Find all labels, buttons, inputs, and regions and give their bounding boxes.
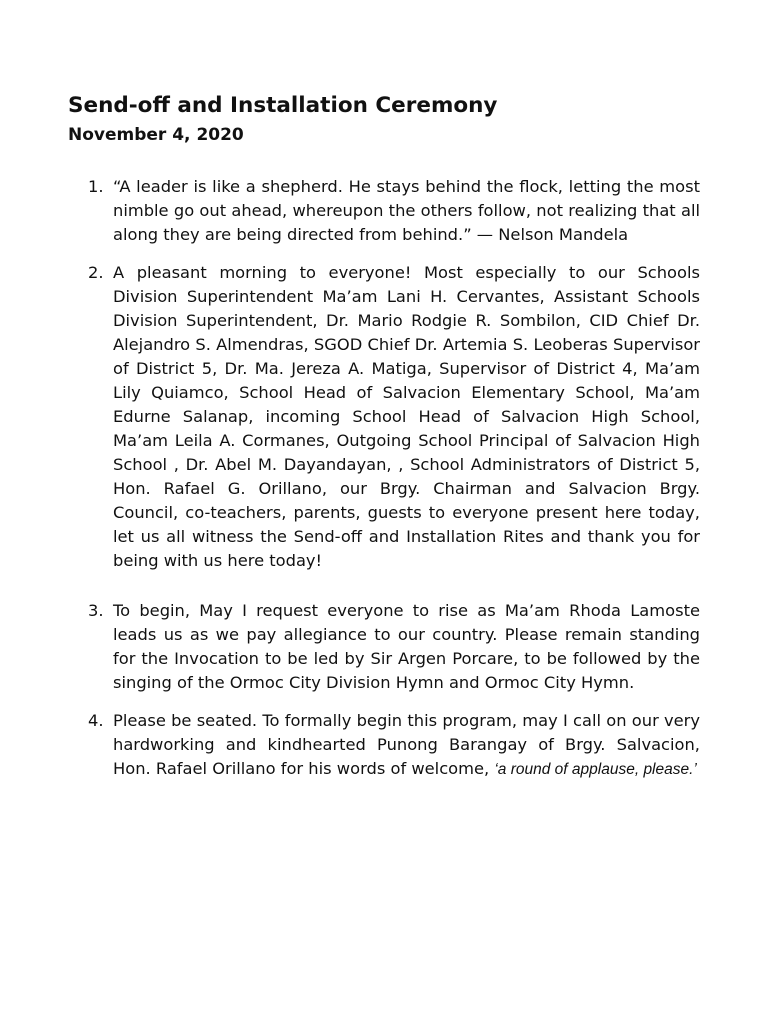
list-item-number: 4. xyxy=(88,711,104,730)
list-item xyxy=(68,709,700,782)
list-item-number: 2. xyxy=(88,263,104,282)
list-item xyxy=(68,599,700,695)
list-item-number: 1. xyxy=(88,177,104,196)
list-item-text: To begin, May I request everyone to rise as Ma’am Rhoda Lamoste leads us as we pay allegiance to our country. Please remain standing for the Invocation to be led by Sir Argen Porcare, to be followed by the singing of the Ormoc City Division Hymn and Ormoc City Hymn. xyxy=(113,601,700,692)
list-item-number: 3. xyxy=(88,601,104,620)
list-item-text: Please be seated. To formally begin this program, may I call on our very hardworking and kindhearted Punong Barangay of Brgy. Salvacion, Hon. Rafael Orillano for his words of welcome, xyxy=(113,711,700,778)
document-date: November 4, 2020 xyxy=(68,125,244,145)
list-item-text: “A leader is like a shepherd. He stays behind the flock, letting the most nimble go out ahead, whereupon the others follow, not realizing that all along they are being directed from behind.” — Nelson Mandela xyxy=(113,177,700,244)
document-page xyxy=(68,92,700,782)
list-item xyxy=(68,261,700,573)
program-list xyxy=(68,175,700,782)
list-item-text: A pleasant morning to everyone! Most especially to our Schools Division Superintendent Ma’am Lani H. Cervantes, Assistant Schools Division Superintendent, Dr. Mario Rodgie R. Sombilon, CID Chief Dr. Alejandro S. Almendras, SGOD Chief Dr. Artemia S. Leoberas Supervisor of District 5, Dr. Ma. Jereza A. Matiga, Supervisor of District 4, Ma’am Lily Quiamco, School Head of Salvacion Elementary School, Ma’am Edurne Salanap, incoming School Head of Salvacion High School, Ma’am Leila A. Cormanes, Outgoing School Principal of Salvacion High School , Dr. Abel M. Dayandayan, , School Administrators of District 5, Hon. Rafael G. Orillano, our Brgy. Chairman and Salvacion Brgy. Council, co-teachers, parents, guests to everyone present here today, let us all witness the Send-off and Installation Rites and thank you for being with us here today! xyxy=(113,263,700,570)
list-item xyxy=(68,175,700,247)
document-title: Send-off and Installation Ceremony xyxy=(68,93,498,118)
applause-note: ‘a round of applause, please.’ xyxy=(494,761,697,778)
